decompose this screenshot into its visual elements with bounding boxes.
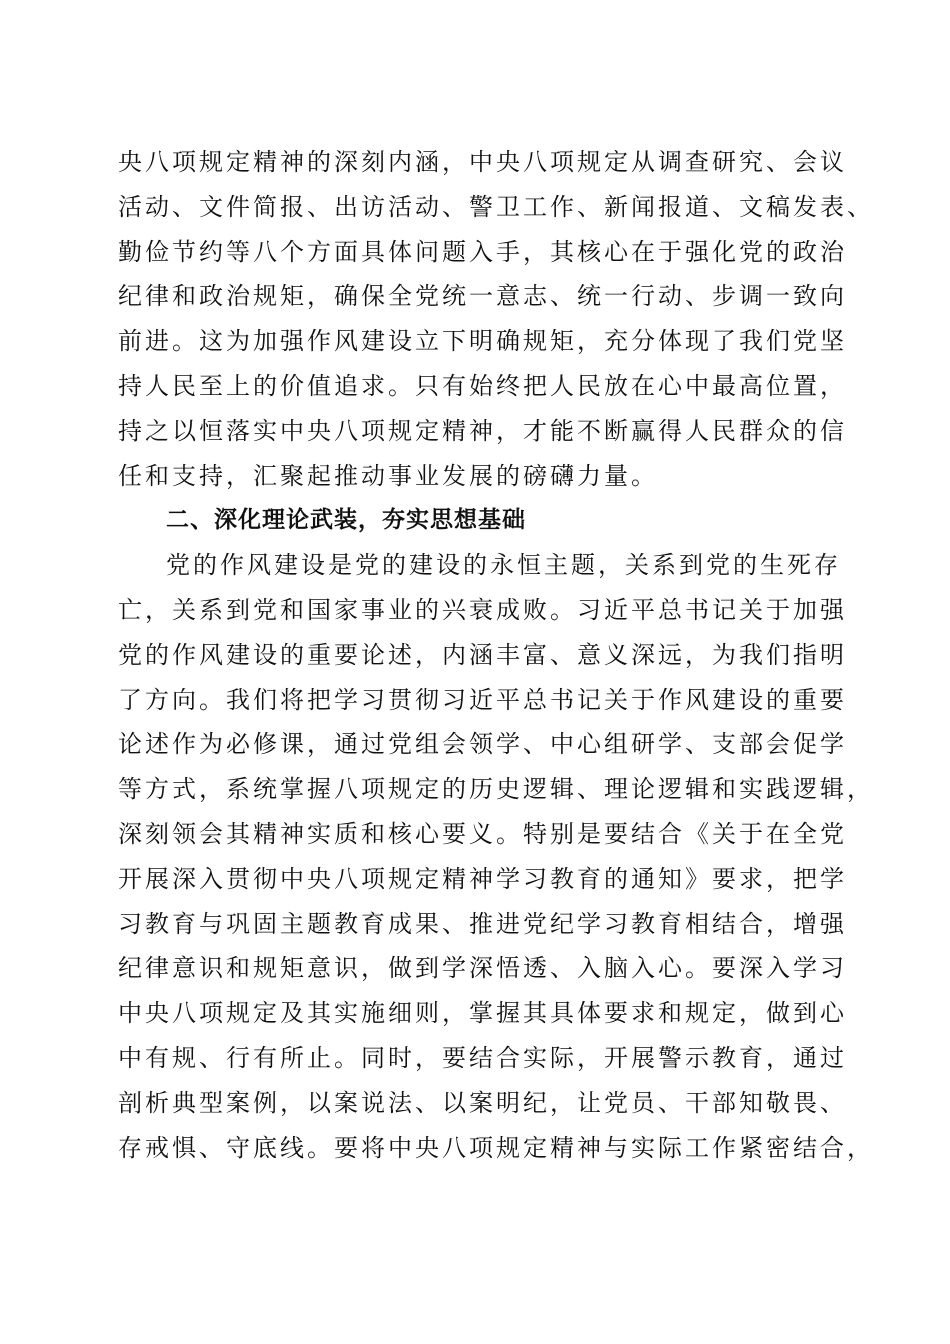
text-line: 等方式，系统掌握八项规定的历史逻辑、理论逻辑和实践逻辑，	[118, 775, 874, 804]
section-heading: 二、深化理论武装，夯实思想基础	[166, 507, 526, 534]
paragraph-1	[118, 140, 874, 498]
paragraph-2	[118, 543, 874, 1170]
text-line: 论述作为必修课，通过党组会领学、中心组研学、支部会促学	[118, 730, 847, 759]
text-line: 活动、文件简报、出访活动、警卫工作、新闻报道、文稿发表、	[118, 192, 874, 221]
text-line: 存戒惧、守底线。要将中央八项规定精神与实际工作紧密结合，	[118, 1133, 874, 1162]
text-line: 了方向。我们将把学习贯彻习近平总书记关于作风建设的重要	[118, 685, 847, 714]
text-line: 剖析典型案例，以案说法、以案明纪，让党员、干部知敬畏、	[118, 1088, 847, 1117]
text-line: 任和支持，汇聚起推动事业发展的磅礴力量。	[118, 461, 658, 490]
document-body	[118, 140, 874, 1170]
text-line: 勤俭节约等八个方面具体问题入手，其核心在于强化党的政治	[118, 237, 847, 266]
text-line: 中央八项规定及其实施细则，掌握其具体要求和规定，做到心	[118, 999, 847, 1028]
text-line: 亡，关系到党和国家事业的兴衰成败。习近平总书记关于加强	[118, 595, 847, 624]
text-line: 党的作风建设的重要论述，内涵丰富、意义深远，为我们指明	[118, 640, 847, 669]
text-line: 纪律意识和规矩意识，做到学深悟透、入脑入心。要深入学习	[118, 954, 847, 983]
text-line: 深刻领会其精神实质和核心要义。特别是要结合《关于在全党	[118, 819, 847, 848]
text-line: 持之以恒落实中央八项规定精神，才能不断赢得人民群众的信	[118, 416, 847, 445]
text-line: 前进。这为加强作风建设立下明确规矩，充分体现了我们党坚	[118, 327, 847, 356]
text-line: 持人民至上的价值追求。只有始终把人民放在心中最高位置，	[118, 371, 847, 400]
text-line: 开展深入贯彻中央八项规定精神学习教育的通知》要求，把学	[118, 864, 847, 893]
text-line: 纪律和政治规矩，确保全党统一意志、统一行动、步调一致向	[118, 282, 847, 311]
text-line: 党的作风建设是党的建设的永恒主题，关系到党的生死存	[166, 551, 841, 580]
text-line: 习教育与巩固主题教育成果、推进党纪学习教育相结合，增强	[118, 909, 847, 938]
text-line: 中有规、行有所止。同时，要结合实际，开展警示教育，通过	[118, 1043, 847, 1072]
text-line: 央八项规定精神的深刻内涵，中央八项规定从调查研究、会议	[118, 148, 847, 176]
